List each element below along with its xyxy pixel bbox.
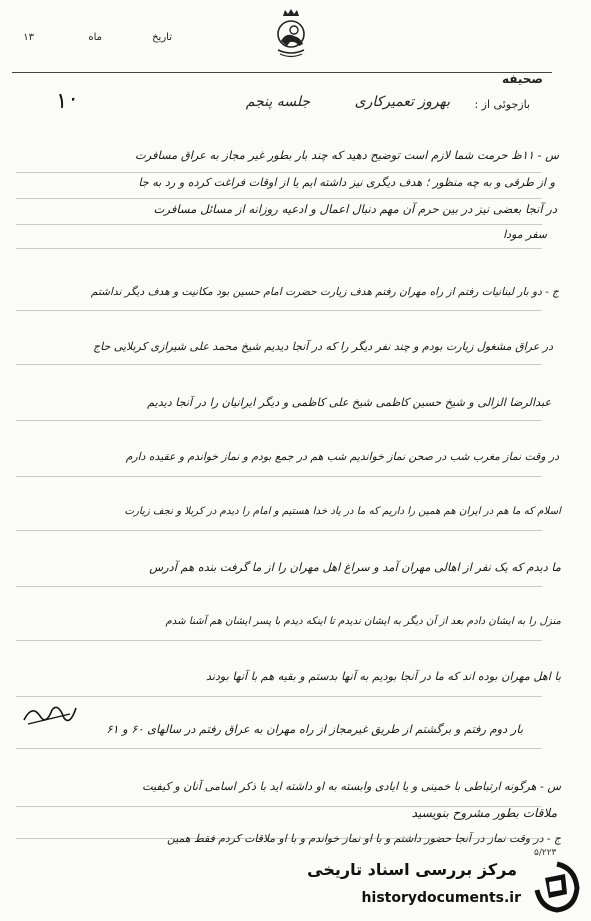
ruled-line (16, 640, 542, 641)
ruled-line (16, 224, 542, 225)
watermark-title: مرکز بررسی اسناد تاریخی (307, 860, 517, 879)
answer-1-line-9: بار دوم رفتم و برگشتم از طریق غیرمجاز از راه مهران به عراق رفتم در سالهای ۶۰ و ۶۱ (106, 722, 523, 736)
date-label: تاریخ (152, 32, 172, 43)
archive-logo-icon (531, 860, 583, 914)
archive-watermark (302, 854, 591, 921)
archive-code: ۵/۲۲۳ (534, 848, 557, 858)
page-number: ۱۰ (51, 85, 80, 116)
answer-1-line-5: اسلام که ما هم در ایران هم همین را داریم که ما در یاد خدا هستیم و امام را دیدم در کربلا و نجف زیارت (124, 506, 561, 517)
ruled-line (16, 248, 542, 249)
answer-1-line-2: در عراق مشغول زیارت بودم و چند نفر دیگر را که در آنجا دیدیم شیخ محمد علی شیرازی کربلایی حاج (93, 340, 553, 353)
interrogee-name: بهروز تعمیرکاری (354, 94, 450, 110)
ruled-line (16, 364, 542, 365)
question-1-line-2: و از طرقی و به چه منظور ؛ هدف دیگری نیز داشته ایم یا از اوقات فراغت کرده و رد به جا (138, 176, 555, 189)
question-1-line-1: س - ۱۱ظ حرمت شما لازم است توضیح دهید که چند بار بطور غیر مجاز به عراق مسافرت (135, 148, 559, 162)
ruled-line (16, 198, 542, 199)
ruled-line (16, 586, 542, 587)
ruled-line (16, 420, 542, 421)
date-field (22, 32, 172, 46)
question-2-line-1: س - هرگونه ارتباطی با خمینی و یا ایادی وابسته به او داشته اید با ذکر اسامی آنان و کیفیت (142, 780, 561, 793)
answer-1-line-7: منزل را به ایشان دادم بعد از آن دیگر به ایشان ندیدم تا اینکه دیدم با پسر ایشان هم آشنا شدم (165, 616, 561, 627)
question-2-line-2: ملاقات بطور مشروح بنویسید (411, 806, 557, 820)
ruled-line (16, 476, 542, 477)
lion-and-sun-emblem (270, 8, 312, 60)
month-label: ماه (88, 32, 102, 43)
signature-mark (20, 700, 80, 730)
answer-1-line-1: ج - دو بار لبنانیات رفتم از راه مهران رفتم هدف زیارت حضرت امام حسین بود مکانیت و هدف دیگر نداشتم (90, 286, 559, 298)
interrogee-label: بازجوئی از : (474, 98, 530, 111)
year-label: ۱۳ (23, 32, 34, 43)
answer-1-line-6: ما دیدم که یک نفر از اهالی مهران آمد و سراغ اهل مهران را از ما گرفت بنده هم آدرس (149, 560, 561, 574)
answer-1-line-8: با اهل مهران بوده اند که ما در آنجا بودیم به آنها بدستم و بقیه هم با آنها بودند (205, 670, 561, 683)
answer-2-line-1: ج - در وقت نماز در آنجا حضور داشتم و با او نماز خواندم و با او ملاقات کردم فقط همین (167, 832, 561, 845)
watermark-url: historydocuments.ir (361, 890, 521, 906)
question-1-line-3: در آنجا بعضی نیز در بین حرم آن مهم دنبال اعمال و ادعیه روزانه از مسائل مسافرت (153, 202, 557, 216)
ruled-line (16, 530, 542, 531)
ruled-line (16, 310, 542, 311)
ruled-line (16, 172, 542, 173)
ruled-line (16, 748, 542, 749)
header-divider (12, 72, 552, 73)
answer-1-line-4: در وقت نماز مغرب شب در صحن نماز خواندیم شب هم در جمع بودم و نماز خواندم و عقیده دارم (125, 450, 559, 463)
question-1-line-4: سفر مودا (503, 228, 547, 241)
interrogee-line (60, 94, 530, 118)
answer-1-line-3: عبدالرضا الزالی و شیخ حسین کاظمی شیخ علی کاظمی و دیگر ایرانیان را در آنجا دیدیم (147, 396, 551, 409)
session-value: جلسه پنجم (245, 94, 310, 110)
section-label: صحیفه (501, 72, 543, 86)
ruled-line (16, 696, 542, 697)
